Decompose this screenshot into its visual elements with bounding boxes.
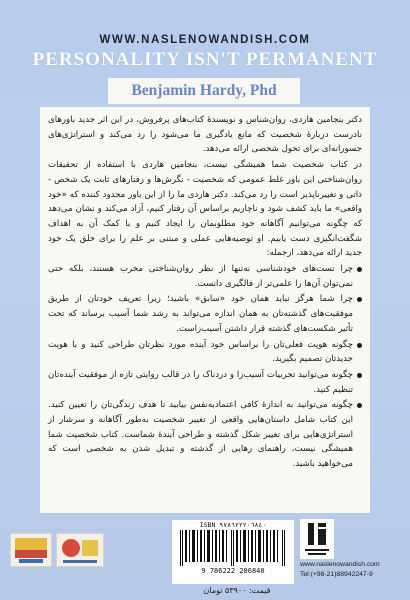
list-item [48,368,362,397]
bullet-text: چگونه می‌توانید تجربیات آسیب‌زا و دردناک را در قالب روایتی تازه از موفقیت آینده‌تان تنظیم کنید. [48,369,353,395]
list-item [48,262,362,291]
list-item [48,338,362,367]
barcode-icon [180,530,286,566]
bullet-icon [357,343,362,348]
price-label: قیمت: ۵۳۹۰۰ تومان [203,586,271,595]
website-header: WWW.NASLENOWANDISH.COM [99,34,311,46]
bullet-icon [357,297,362,302]
intro-paragraph: دکتر بنجامین هاردی، روان‌شناس و نویسندهٔ کتاب‌های پرفروش، در این اثر جدید باورهای نادرست دربارهٔ شخصیت که مانع یادگیری ما می‌شود را رد می‌کند و استراتژی‌های جسورانه‌ای برای تحول شخصی ارائه می‌دهد. [48,115,362,155]
bullet-text: چگونه می‌توانید به اندازهٔ کافی اعتمادبه‌نفس بیابید تا هدف زندگی‌تان را تعیین کنید. این کتاب شامل داستان‌هایی واقعی از تغییر شخصیت به‌طور آگاهانه و سرشار از استراتژی‌هایی برای تغییر شکل گذشته و طراحی آیندهٔ شماست. کتاب شخصیت شما همیشگی نیست، راهنمای رهایی از گذشته و تبدیل شدن به شخصی است که می‌خواهید باشید. [48,400,353,470]
bullet-text: چرا شما هرگز نباید همان خود «سابق» باشید؛ زیرا تعریف خودتان از طریق موفقیت‌های گذشته‌تان به همان اندازه می‌تواند به رشد شما آسیب برساند که تحت تأثیر شکست‌های گذشته قرار داشتن آسیب‌زاست. [48,294,353,334]
bullet-text: چرا تست‌های خودشناسی نه‌تنها از نظر روان‌شناختی مخرب هستند، بلکه حتی نمی‌توان آن‌ها را علمی‌تر از فالگیری دانست. [48,264,353,289]
bullet-list [48,262,362,472]
bullet-icon [357,267,362,272]
summary-paragraph: در کتاب شخصیت شما همیشگی نیست، بنجامین هاردی با استفاده از تحقیقات روان‌شناختی این باور غلط عمومی که شخصیت - نگرش‌ها و رفتارهای ثابت یک شخص - ذاتی و تغییرناپذیر است را رد می‌کند. دکتر هاردی ما را از این باور محدود کننده که «خود واقعی» ما باید کشف شود و ناچاریم براساس آن رفتار کنیم، آزاد می‌کند و نشان می‌دهد که چگونه می‌توانیم آگاهانه خود مطلوبمان را ایجاد کنیم و با کمک آن به اهداف شگفت‌انگیزی دست یابیم. او توصیه‌هایی عملی و مبتنی بر علم را برای خلق یک خود جدید ارائه می‌دهد، ازجمله: [48,160,362,259]
publisher-phone: Tel:(+98-21)88942247-9 [300,571,373,578]
publisher-contact [300,560,400,580]
award-badges [10,533,110,573]
bullet-text: چگونه هویت فعلی‌تان را براساس خود آینده مورد نظرتان طراحی کنید و با هویت جدیدتان تصمیم بگیرید. [48,339,353,365]
award-badge [56,533,104,567]
award-badge [10,533,52,567]
publisher-logo-icon [300,519,334,559]
award-badge-icon [57,534,103,566]
description-panel [40,107,370,513]
bullet-icon [357,403,362,408]
list-item [48,398,362,472]
award-badge-icon [11,534,51,566]
book-title: PERSONALITY ISN'T PERMANENT [32,49,378,70]
publisher-website: www.naslenowandish.com [300,561,380,568]
bullet-icon [357,373,362,378]
author-name: Benjamin Hardy, Phd [108,78,300,104]
barcode-number: 9 786222 206840 [201,567,265,575]
list-item [48,292,362,336]
barcode [172,520,294,584]
isbn-label: ISBN ٩٧٨٦٢٢٢٠٦٨٤٠ [199,521,267,529]
publisher-logo [300,519,334,559]
